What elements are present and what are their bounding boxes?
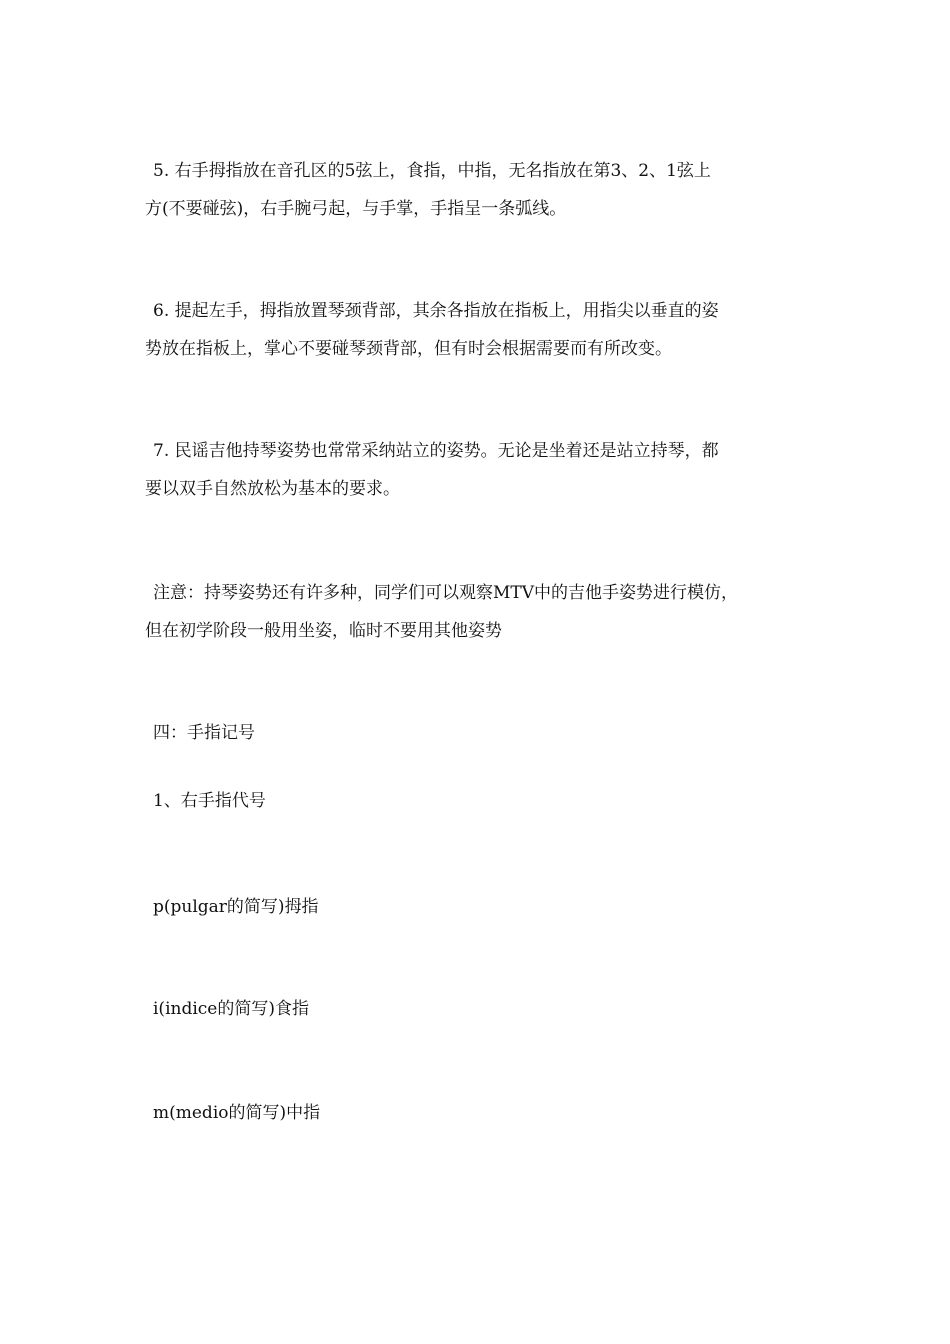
finger-code-m [145,1094,805,1132]
text-line: p(pulgar的简写)拇指 [153,897,319,917]
text-line: 7. 民谣吉他持琴姿势也常常采纳站立的姿势。无论是坐着还是站立持琴，都 [153,441,719,461]
text-line: 6. 提起左手，拇指放置琴颈背部，其余各指放在指板上，用指尖以垂直的姿 [153,301,719,321]
subsection-heading [145,782,805,820]
paragraph-note [145,574,805,650]
paragraph-step-7 [145,432,805,508]
paragraph-step-5 [145,152,805,228]
text-line: 1、右手指代号 [153,791,266,811]
paragraph-step-6 [145,292,805,368]
text-line: 但在初学阶段一般用坐姿，临时不要用其他姿势 [145,621,502,641]
text-line: 势放在指板上，掌心不要碰琴颈背部，但有时会根据需要而有所改变。 [145,339,672,359]
text-line: 方(不要碰弦)，右手腕弓起，与手掌，手指呈一条弧线。 [145,199,567,219]
text-line: 注意：持琴姿势还有许多种，同学们可以观察MTV中的吉他手姿势进行模仿， [153,583,739,603]
text-line: 5. 右手拇指放在音孔区的5弦上，食指，中指，无名指放在第3、2、1弦上 [153,161,711,181]
text-line: 四：手指记号 [153,723,255,743]
text-line: 要以双手自然放松为基本的要求。 [145,479,400,499]
section-heading [145,714,805,752]
text-line: m(medio的简写)中指 [153,1103,321,1123]
finger-code-p [145,888,805,926]
text-line: i(indice的简写)食指 [153,999,309,1019]
finger-code-i [145,990,805,1028]
